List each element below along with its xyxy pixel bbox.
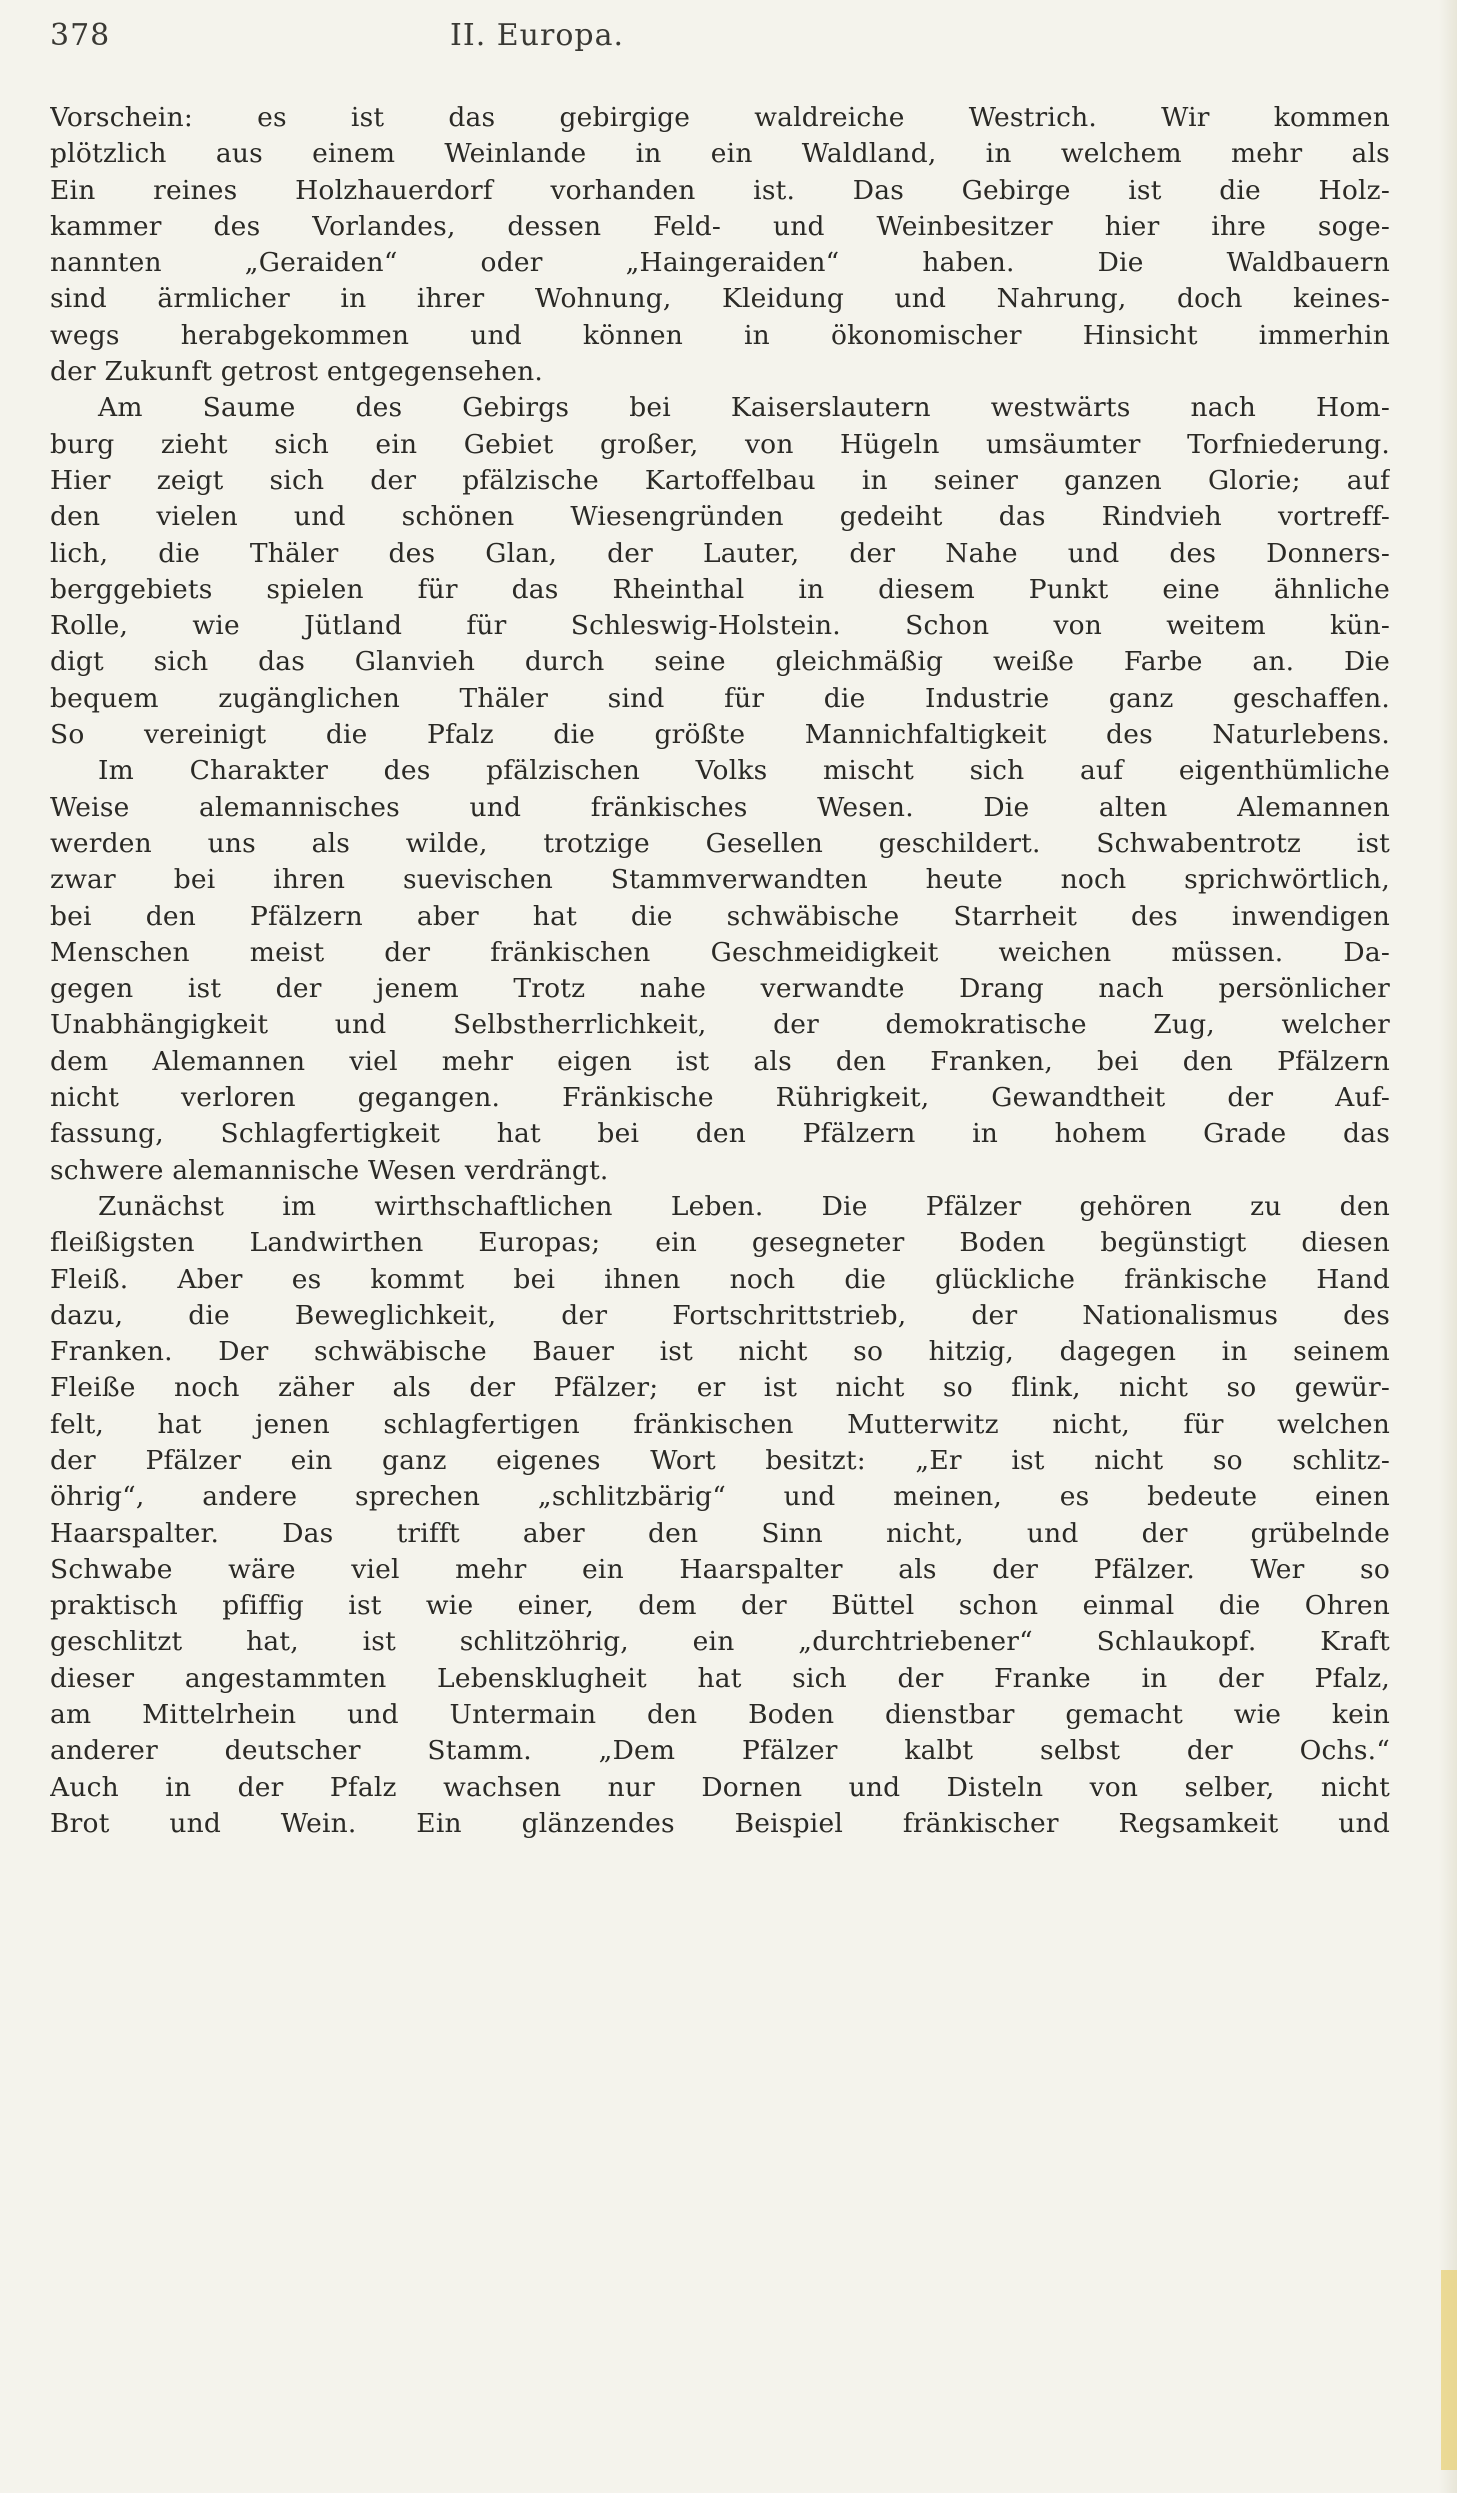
text-line: den vielen und schönen Wiesengründen gedeiht das Rindvieh vortreff- (50, 501, 1390, 533)
text-line: Am Saume des Gebirgs bei Kaiserslautern westwärts nach Hom- (98, 392, 1390, 424)
page-edge-shadow (1439, 0, 1457, 2493)
text-line: Haarspalter. Das trifft aber den Sinn nicht, und der grübelnde (50, 1517, 1390, 1549)
text-line: dieser angestammten Lebensklugheit hat sich der Franke in der Pfalz, (50, 1662, 1390, 1694)
text-line: Unabhängigkeit und Selbstherrlichkeit, der demokratische Zug, welcher (50, 1009, 1390, 1041)
text-line: am Mittelrhein und Untermain den Boden dienstbar gemacht wie kein (50, 1699, 1390, 1731)
text-line: gegen ist der jenem Trotz nahe verwandte Drang nach persönlicher (50, 973, 1390, 1005)
text-line: zwar bei ihren suevischen Stammverwandten heute noch sprichwörtlich, (50, 864, 1390, 896)
text-line: So vereinigt die Pfalz die größte Mannichfaltigkeit des Naturlebens. (50, 719, 1390, 751)
text-line: öhrig“, andere sprechen „schlitzbärig“ und meinen, es bedeute einen (50, 1481, 1390, 1513)
text-line: fassung, Schlagfertigkeit hat bei den Pfälzern in hohem Grade das (50, 1118, 1390, 1150)
text-line: berggebiets spielen für das Rheinthal in diesem Punkt eine ähnliche (50, 573, 1390, 605)
text-line: anderer deutscher Stamm. „Dem Pfälzer kalbt selbst der Ochs.“ (50, 1735, 1390, 1767)
text-line: Fleiße noch zäher als der Pfälzer; er ist nicht so flink, nicht so gewür- (50, 1372, 1390, 1404)
text-line: felt, hat jenen schlagfertigen fränkischen Mutterwitz nicht, für welchen (50, 1408, 1390, 1440)
text-line: kammer des Vorlandes, dessen Feld- und Weinbesitzer hier ihre soge- (50, 210, 1390, 242)
text-line: Menschen meist der fränkischen Geschmeidigkeit weichen müssen. Da- (50, 936, 1390, 968)
text-line: der Zukunft getrost entgegensehen. (50, 356, 543, 388)
page-edge-tab (1441, 2270, 1457, 2470)
text-line: Vorschein: es ist das gebirgige waldreiche Westrich. Wir kommen (50, 102, 1390, 133)
text-line: Brot und Wein. Ein glänzendes Beispiel fränkischer Regsamkeit und (50, 1807, 1390, 1839)
text-line: geschlitzt hat, ist schlitzöhrig, ein „durchtriebener“ Schlaukopf. Kraft (50, 1626, 1390, 1658)
text-line: burg zieht sich ein Gebiet großer, von Hügeln umsäumter Torfniederung. (50, 428, 1390, 460)
text-line: plötzlich aus einem Weinlande in ein Waldland, in welchem mehr als (50, 138, 1390, 170)
text-line: digt sich das Glanvieh durch seine gleichmäßig weiße Farbe an. Die (50, 646, 1390, 678)
text-line: schwere alemannische Wesen verdrängt. (50, 1154, 609, 1186)
text-line: Weise alemannisches und fränkisches Wesen. Die alten Alemannen (50, 791, 1390, 823)
text-line: Fleiß. Aber es kommt bei ihnen noch die glückliche fränkische Hand (50, 1263, 1390, 1295)
text-line: bei den Pfälzern aber hat die schwäbische Starrheit des inwendigen (50, 900, 1390, 932)
page-number: 378 (50, 18, 111, 53)
text-line: nannten „Geraiden“ oder „Haingeraiden“ haben. Die Waldbauern (50, 247, 1390, 279)
text-line: Hier zeigt sich der pfälzische Kartoffelbau in seiner ganzen Glorie; auf (50, 464, 1390, 496)
text-line: Ein reines Holzhauerdorf vorhanden ist. Das Gebirge ist die Holz- (50, 174, 1390, 206)
text-line: Schwabe wäre viel mehr ein Haarspalter als der Pfälzer. Wer so (50, 1553, 1390, 1585)
text-line: nicht verloren gegangen. Fränkische Rührigkeit, Gewandtheit der Auf- (50, 1082, 1390, 1114)
body-text (50, 100, 1390, 2480)
text-line: Im Charakter des pfälzischen Volks mischt sich auf eigenthümliche (98, 755, 1390, 787)
page-header (50, 18, 1390, 78)
text-line: Franken. Der schwäbische Bauer ist nicht so hitzig, dagegen in seinem (50, 1336, 1390, 1368)
text-line: bequem zugänglichen Thäler sind für die Industrie ganz geschaffen. (50, 682, 1390, 714)
text-line: dem Alemannen viel mehr eigen ist als den Franken, bei den Pfälzern (50, 1045, 1390, 1077)
running-head: II. Europa. (450, 18, 625, 53)
text-line: lich, die Thäler des Glan, der Lauter, der Nahe und des Donners- (50, 537, 1390, 569)
text-line: Zunächst im wirthschaftlichen Leben. Die Pfälzer gehören zu den (98, 1190, 1390, 1222)
text-line: Rolle, wie Jütland für Schleswig-Holstein. Schon von weitem kün- (50, 610, 1390, 642)
text-line: wegs herabgekommen und können in ökonomischer Hinsicht immerhin (50, 319, 1390, 351)
text-line: sind ärmlicher in ihrer Wohnung, Kleidung und Nahrung, doch keines- (50, 283, 1390, 315)
text-line: praktisch pfiffig ist wie einer, dem der Büttel schon einmal die Ohren (50, 1590, 1390, 1622)
text-line: der Pfälzer ein ganz eigenes Wort besitzt: „Er ist nicht so schlitz- (50, 1444, 1390, 1476)
text-line: dazu, die Beweglichkeit, der Fortschrittstrieb, der Nationalismus des (50, 1299, 1390, 1331)
text-line: werden uns als wilde, trotzige Gesellen geschildert. Schwabentrotz ist (50, 827, 1390, 859)
text-line: fleißigsten Landwirthen Europas; ein gesegneter Boden begünstigt diesen (50, 1227, 1390, 1259)
text-line: Auch in der Pfalz wachsen nur Dornen und Disteln von selber, nicht (50, 1771, 1390, 1803)
